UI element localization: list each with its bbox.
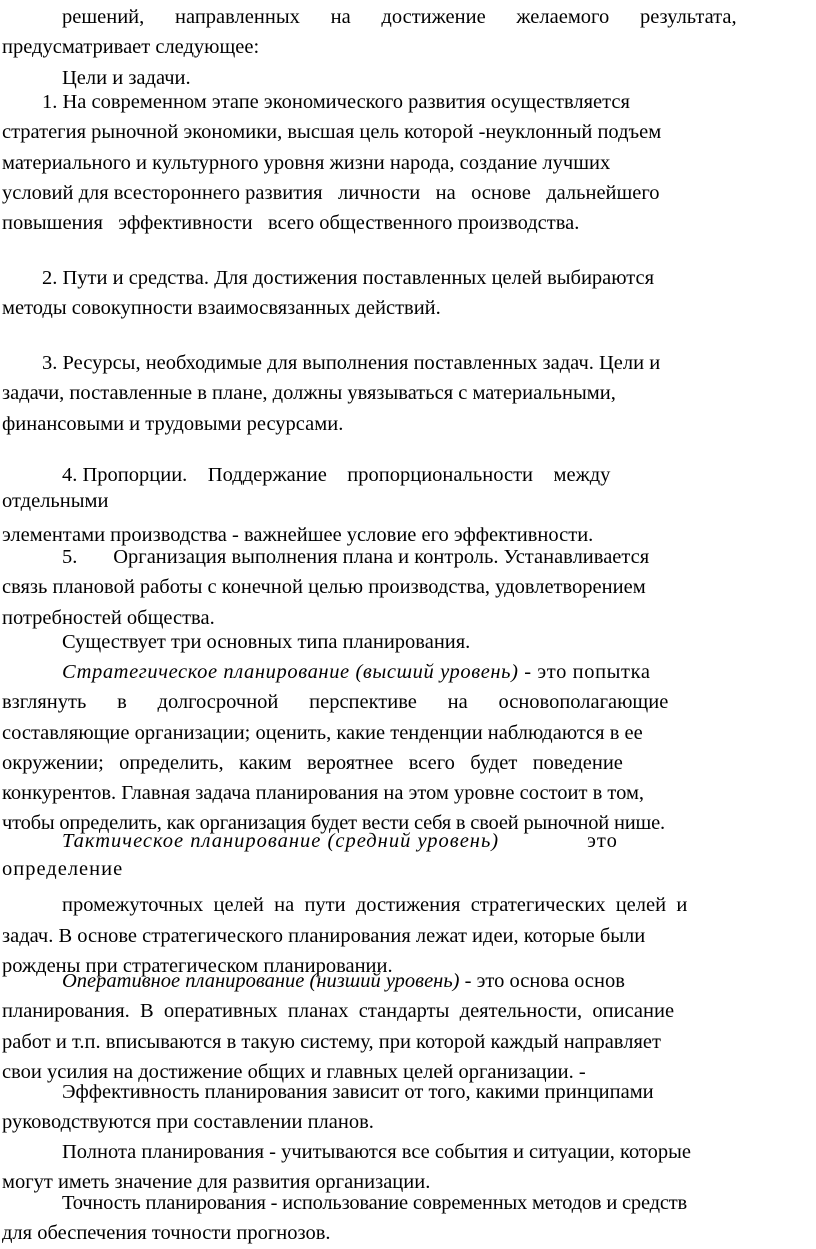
item-2-number: 2. bbox=[42, 267, 58, 289]
item-2-line-1: Пути и средства. Для достижения поставленных целей выбираются bbox=[62, 267, 655, 289]
item-1-number: 1. bbox=[42, 91, 58, 113]
paragraph-intro bbox=[2, 2, 814, 93]
types-intro-line: Существует три основных типа планирования. bbox=[62, 631, 471, 653]
tactical-line-3: промежуточных целей на пути достижения стратегических целей и bbox=[62, 894, 688, 917]
accuracy-line-1: Точность планирования - использование современных методов и средств bbox=[62, 1192, 687, 1214]
accuracy-line-2: для обеспечения точности прогнозов. bbox=[2, 1222, 331, 1245]
item-1-line-4: условий для всестороннего развития личности на основе дальнейшего bbox=[2, 181, 660, 204]
effect-line-1: Эффективность планирования зависит от того, какими принципами bbox=[62, 1081, 654, 1103]
intro-line-1: решений, направленных на достижение желаемого результата, bbox=[62, 6, 737, 28]
item-4-number: 4. bbox=[62, 464, 78, 486]
tactical-term: Тактическое планирование (средний уровень) bbox=[62, 830, 500, 852]
item-3-line-1: Ресурсы, необходимые для выполнения поставленных задач. Цели и bbox=[62, 352, 661, 374]
list-item-1 bbox=[2, 87, 814, 238]
complete-line-1: Полнота планирования - учитываются все события и ситуации, которые bbox=[62, 1141, 691, 1163]
tactical-line-4: задач. В основе стратегического планирования лежат идеи, которые были bbox=[2, 924, 646, 947]
strategic-line-1-rest: - это попытка bbox=[518, 661, 651, 683]
operative-line-4: свои усилия на достижение общих и главных целей организации. - bbox=[2, 1060, 586, 1083]
paragraph-tactical bbox=[2, 826, 814, 981]
tactical-line-1-rest: это bbox=[587, 830, 618, 852]
strategic-line-5: конкурентов. Главная задача планирования на этом уровне состоит в том, bbox=[2, 782, 645, 805]
item-5-number: 5. bbox=[62, 546, 78, 568]
item-4-line-2: отдельными bbox=[2, 490, 109, 513]
list-item-3 bbox=[2, 348, 814, 439]
list-item-5 bbox=[2, 542, 814, 633]
effect-line-2: руководствуются при составлении планов. bbox=[2, 1111, 374, 1134]
tactical-line-2: определение bbox=[2, 858, 124, 881]
operative-line-3: работ и т.п. вписываются в такую систему, при которой каждый направляет bbox=[2, 1030, 661, 1053]
item-3-number: 3. bbox=[42, 352, 58, 374]
goals-heading: Цели и задачи. bbox=[62, 66, 191, 89]
operative-term: Оперативное планирование (низший уровень) bbox=[62, 970, 460, 992]
item-5-line-1: Организация выполнения плана и контроль. Устанавливается bbox=[113, 546, 650, 568]
strategic-term: Стратегическое планирование (высший уровень) bbox=[62, 661, 519, 683]
operative-line-1-rest: - это основа основ bbox=[459, 970, 625, 992]
item-4-line-3: элементами производства - важнейшее условие его эффективности. bbox=[2, 524, 594, 547]
strategic-line-4: окружении; определить, каким вероятнее всего будет поведение bbox=[2, 751, 623, 774]
tactical-line-5: рождены при стратегическом планировании. bbox=[2, 954, 393, 977]
item-2-line-2: методы совокупности взаимосвязанных действий. bbox=[2, 297, 441, 320]
item-5-line-2: связь плановой работы с конечной целью производства, удовлетворением bbox=[2, 576, 646, 599]
strategic-line-6: чтобы определить, как организация будет вести себя в своей рыночной нише. bbox=[2, 812, 665, 835]
item-4-line-1: Пропорции. Поддержание пропорциональности между bbox=[82, 464, 611, 486]
complete-line-2: могут иметь значение для развития организации. bbox=[2, 1171, 431, 1194]
paragraph-strategic bbox=[2, 657, 814, 839]
paragraph-effectiveness bbox=[2, 1077, 814, 1138]
intro-line-2: предусматривает следующее: bbox=[2, 36, 260, 59]
paragraph-accuracy bbox=[2, 1188, 814, 1249]
strategic-line-3: составляющие организации; оценить, какие тенденции наблюдаются в ее bbox=[2, 721, 643, 744]
list-item-2 bbox=[2, 263, 814, 324]
list-item-4 bbox=[2, 460, 814, 551]
paragraph-operative bbox=[2, 966, 814, 1087]
item-1-line-5: повышения эффективности всего общественного производства. bbox=[2, 212, 580, 235]
item-3-line-3: финансовыми и трудовыми ресурсами. bbox=[2, 412, 344, 435]
operative-line-2: планирования. В оперативных планах стандарты деятельности, описание bbox=[2, 1000, 675, 1023]
paragraph-types-intro bbox=[2, 627, 814, 657]
strategic-line-2: взглянуть в долгосрочной перспективе на основополагающие bbox=[2, 691, 669, 714]
item-1-line-3: материального и культурного уровня жизни народа, создание лучших bbox=[2, 151, 611, 174]
item-5-line-3: потребностей общества. bbox=[2, 606, 215, 629]
item-3-line-2: задачи, поставленные в плане, должны увязываться с материальными, bbox=[2, 382, 616, 405]
item-1-line-2: стратегия рыночной экономики, высшая цель которой -неуклонный подъем bbox=[2, 121, 662, 144]
item-1-line-1: На современном этапе экономического развития осуществляется bbox=[62, 91, 630, 113]
